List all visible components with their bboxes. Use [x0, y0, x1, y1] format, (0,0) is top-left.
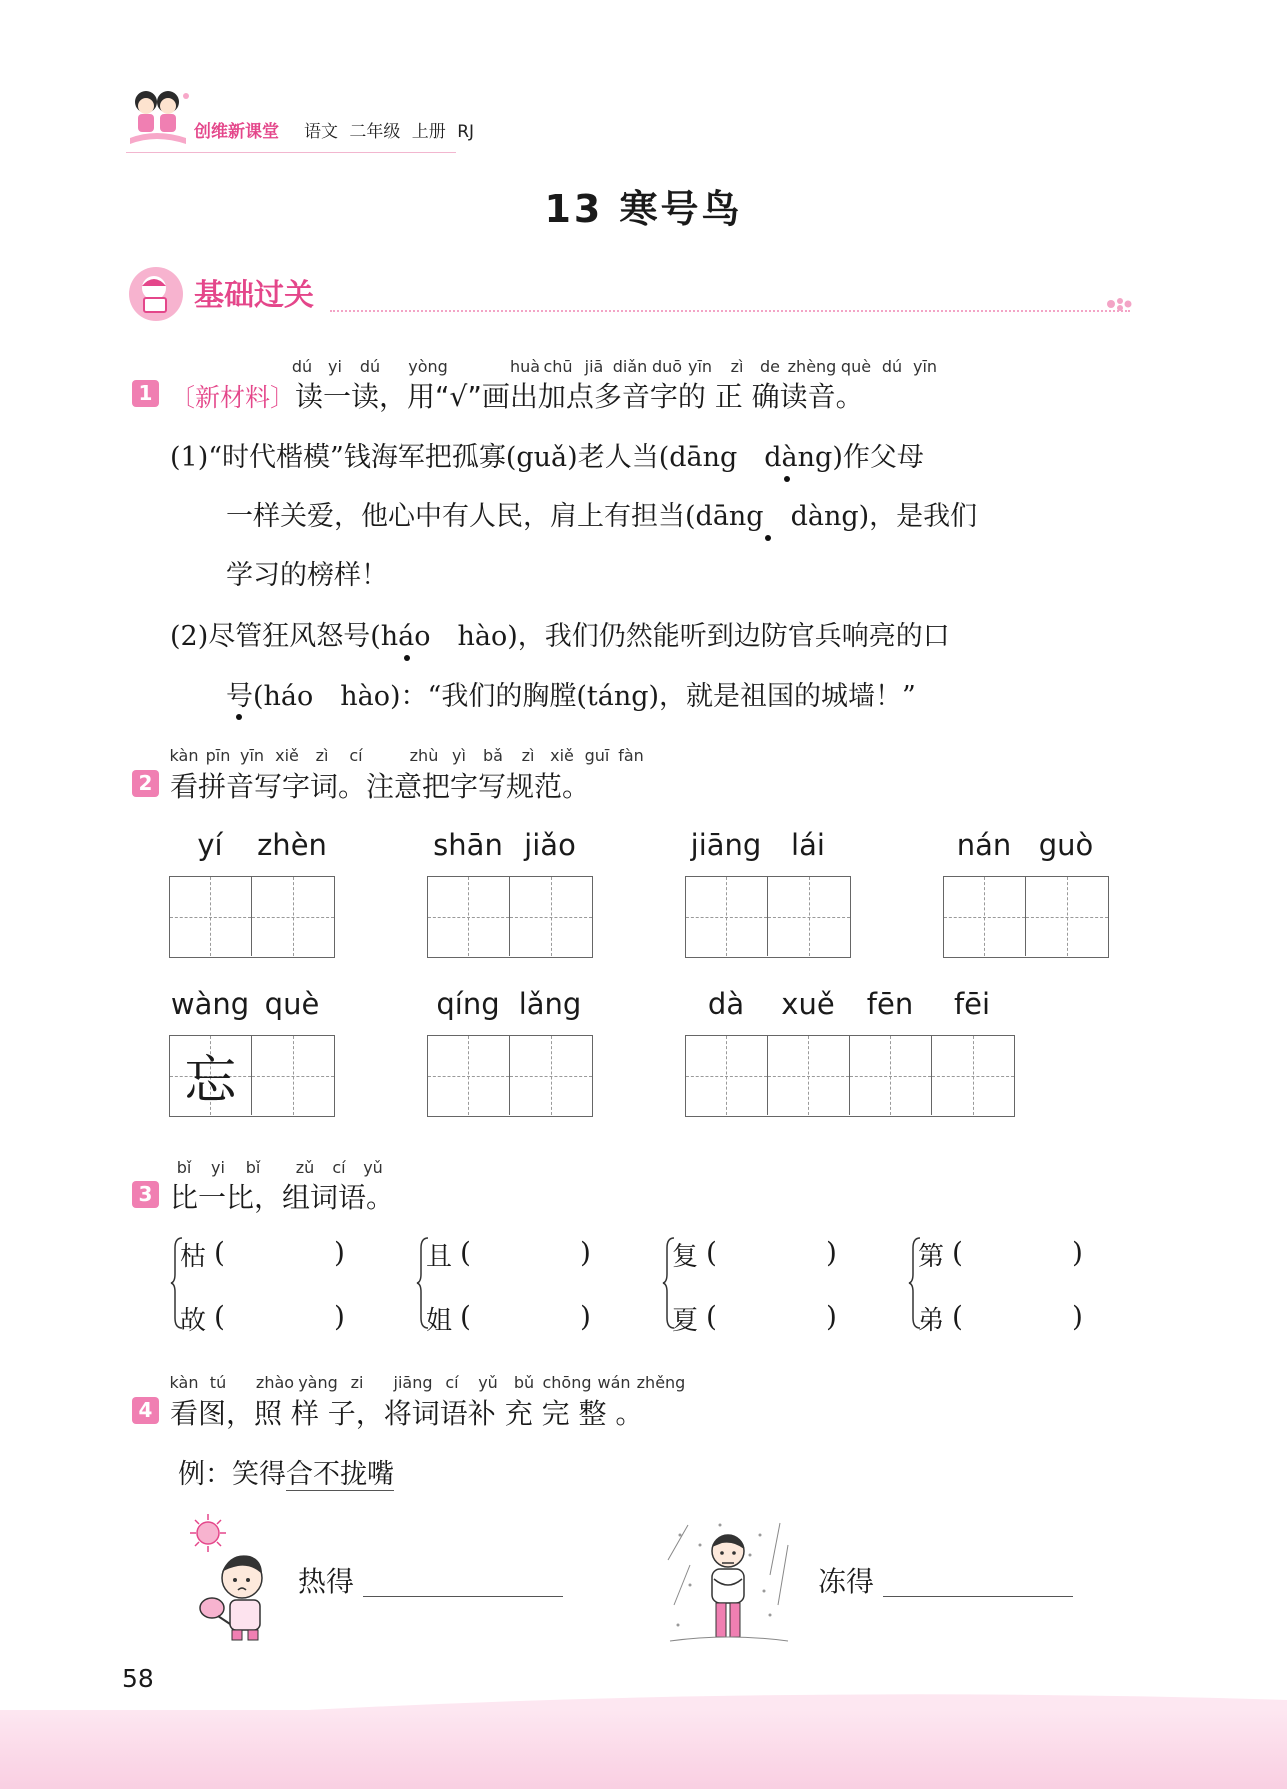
compare-character: 枯	[180, 1242, 207, 1272]
q3-pinyin-syllable: zǔ	[295, 1158, 315, 1177]
q1-tag: 〔新材料〕	[170, 383, 296, 412]
q1-pinyin-syllable: zì	[730, 357, 744, 376]
word-answer-blank[interactable]	[724, 1300, 824, 1334]
q1-pinyin-syllable: yīn	[687, 357, 713, 376]
q1-line-4: (2)尽管狂风怒号(háo hào)，我们仍然能听到边防官兵响亮的口	[170, 621, 950, 652]
q1-pinyin-syllable: yīn	[912, 357, 938, 376]
word-answer-blank[interactable]	[970, 1236, 1070, 1270]
hot-kid-with-fan-icon	[190, 1512, 280, 1642]
writing-cell[interactable]	[850, 1036, 932, 1115]
close-paren: )	[334, 1300, 345, 1333]
writing-cell[interactable]	[686, 877, 768, 956]
q4-pinyin-syllable: yàng	[298, 1373, 338, 1392]
word-pinyin: wàng	[170, 987, 250, 1021]
compare-character: 第	[918, 1242, 945, 1272]
compare-character: 复	[672, 1242, 699, 1272]
mascot-logo-icon	[126, 88, 196, 154]
close-paren: )	[580, 1300, 591, 1333]
word-pinyin: shān	[433, 828, 503, 862]
q1-pinyin-syllable: dú	[291, 357, 313, 376]
q2-instruction: 看拼音写字词。注意把字写规范。	[170, 770, 591, 803]
q3-pinyin-syllable: cí	[332, 1158, 346, 1177]
writing-grid	[427, 876, 593, 958]
emphasis-dot	[765, 535, 771, 541]
writing-cell[interactable]	[428, 1036, 510, 1115]
q2-pinyin-syllable: kàn	[169, 746, 199, 765]
q2-pinyin-syllable: zì	[521, 746, 535, 765]
q1-pinyin-syllable: diǎn	[612, 357, 648, 376]
writing-grid	[169, 876, 335, 958]
q1-pinyin-syllable: duō	[651, 357, 683, 376]
q3-pinyin-syllable: bǐ	[245, 1158, 261, 1177]
word-answer-blank[interactable]	[478, 1300, 578, 1334]
word-pinyin: yí	[197, 828, 223, 862]
q2-pinyin-syllable: pīn	[205, 746, 231, 765]
q2-pinyin-syllable: cí	[349, 746, 363, 765]
compare-character: 姐	[426, 1306, 453, 1336]
q4-pinyin-syllable: chōng	[542, 1373, 592, 1392]
q1-pinyin-syllable: jiā	[584, 357, 604, 376]
q4-pinyin-syllable: zhěng	[636, 1373, 686, 1392]
q4-instruction: 看图，照 样 子，将词语补 充 完 整 。	[170, 1397, 644, 1430]
open-paren: (	[460, 1236, 471, 1269]
writing-cell[interactable]	[768, 1036, 850, 1115]
q1-instruction	[170, 375, 864, 415]
compare-character: 且	[426, 1242, 453, 1272]
q4-pinyin-syllable: jiāng	[393, 1373, 433, 1392]
q3-instruction: 比一比，组词语。	[170, 1181, 395, 1214]
q1-line-1: (1)“时代楷模”钱海军把孤寡(guǎ)老人当(dāng dàng)作父母	[170, 442, 924, 473]
word-pinyin: zhèn	[257, 828, 327, 862]
close-paren: )	[1072, 1236, 1083, 1269]
q1-pinyin-syllable: dú	[359, 357, 381, 376]
q3-pinyin-syllable: yi	[211, 1158, 225, 1177]
section-dotted-rule	[330, 310, 1130, 312]
writing-cell[interactable]	[686, 1036, 768, 1115]
close-paren: )	[826, 1300, 837, 1333]
book-info: 语文 二年级 上册 RJ	[304, 122, 475, 142]
word-pinyin: què	[264, 987, 320, 1021]
word-answer-blank[interactable]	[232, 1236, 332, 1270]
word-pinyin: fēi	[953, 987, 991, 1021]
open-paren: (	[706, 1236, 717, 1269]
q4-pinyin-syllable: bǔ	[513, 1373, 535, 1392]
q4-pinyin-syllable: zi	[350, 1373, 364, 1392]
q4-pinyin-syllable: yǔ	[478, 1373, 498, 1392]
writing-cell[interactable]	[932, 1036, 1014, 1115]
q1-pinyin-syllable: huà	[509, 357, 541, 376]
page-number: 58	[122, 1664, 154, 1693]
q1-number-badge: 1	[132, 380, 159, 407]
q1-pinyin-syllable: yòng	[408, 357, 448, 376]
cold-kid-in-snow-icon	[660, 1515, 795, 1645]
q4-pinyin-syllable: zhào	[255, 1373, 295, 1392]
section-title: 基础过关	[194, 278, 314, 313]
open-paren: (	[706, 1300, 717, 1333]
writing-cell[interactable]	[1026, 877, 1108, 956]
emphasis-dot	[236, 714, 242, 720]
word-pinyin: jiāng	[690, 828, 762, 862]
close-paren: )	[826, 1236, 837, 1269]
emphasis-dot	[784, 476, 790, 482]
writing-cell[interactable]	[170, 877, 252, 956]
q2-pinyin-syllable: zì	[315, 746, 329, 765]
q1-pinyin-syllable: què	[840, 357, 872, 376]
word-pinyin: guò	[1038, 828, 1094, 862]
compare-character: 夏	[672, 1306, 699, 1336]
word-pinyin: qíng	[436, 987, 500, 1021]
writing-grid	[427, 1035, 593, 1117]
writing-cell[interactable]	[428, 877, 510, 956]
word-pinyin: xuě	[781, 987, 835, 1021]
q4-pinyin-syllable: wán	[597, 1373, 631, 1392]
q2-number-badge: 2	[132, 770, 159, 797]
q2-pinyin-syllable: xiě	[275, 746, 299, 765]
q2-pinyin-syllable: zhù	[409, 746, 439, 765]
sample-character: 忘	[184, 1051, 237, 1111]
close-paren: )	[1072, 1300, 1083, 1333]
writing-cell[interactable]	[252, 877, 334, 956]
open-paren: (	[214, 1300, 225, 1333]
q3-pinyin-syllable: bǐ	[176, 1158, 192, 1177]
writing-cell[interactable]	[510, 1036, 592, 1115]
footer-band	[0, 1710, 1287, 1789]
close-paren: )	[334, 1236, 345, 1269]
word-pinyin: lǎng	[518, 987, 582, 1021]
open-paren: (	[952, 1236, 963, 1269]
q2-pinyin-syllable: yīn	[239, 746, 265, 765]
girl-reading-icon	[128, 266, 184, 322]
word-pinyin: lái	[791, 828, 825, 862]
close-paren: )	[580, 1236, 591, 1269]
example-prefix: 例：笑得	[178, 1459, 286, 1490]
q4-example	[178, 1452, 394, 1491]
q1-pinyin-syllable: zhèng	[787, 357, 837, 376]
word-answer-blank[interactable]	[478, 1236, 578, 1270]
word-pinyin: nán	[956, 828, 1012, 862]
header-divider	[126, 152, 456, 153]
writing-grid	[943, 876, 1109, 958]
writing-grid	[169, 1035, 335, 1117]
q2-pinyin-syllable: bǎ	[483, 746, 503, 765]
writing-grid	[685, 876, 851, 958]
q1-pinyin-syllable: chū	[543, 357, 573, 376]
word-pinyin: jiǎo	[524, 828, 576, 862]
q2-pinyin-syllable: xiě	[550, 746, 574, 765]
word-pinyin: fēn	[866, 987, 914, 1021]
writing-cell[interactable]	[944, 877, 1026, 956]
q1-text: 读一读，用“√”画出加点多音字的 正 确读音。	[295, 380, 864, 413]
word-answer-blank[interactable]	[232, 1300, 332, 1334]
lesson-title: 13 寒号鸟	[544, 187, 743, 231]
q1-pinyin-syllable: de	[760, 357, 780, 376]
open-paren: (	[460, 1300, 471, 1333]
q1-line-5: 号(háo hào)：“我们的胸膛(táng)，就是祖国的城墙！”	[226, 681, 916, 712]
q1-line-3: 学习的榜样！	[226, 560, 388, 591]
word-answer-blank[interactable]	[970, 1300, 1070, 1334]
q4-pinyin-syllable: kàn	[169, 1373, 199, 1392]
q4-pinyin-syllable: cí	[445, 1373, 459, 1392]
compare-character: 故	[180, 1306, 207, 1336]
q4-number-badge: 4	[132, 1397, 159, 1424]
q3-pinyin-syllable: yǔ	[363, 1158, 383, 1177]
cold-answer-line[interactable]	[883, 1596, 1073, 1597]
brand-name: 创维新课堂	[194, 122, 279, 142]
emphasis-dot	[404, 655, 410, 661]
q1-line-2: 一样关爱，他心中有人民，肩上有担当(dāng dàng)，是我们	[226, 501, 978, 532]
open-paren: (	[952, 1300, 963, 1333]
compare-character: 弟	[918, 1306, 945, 1336]
q2-pinyin-syllable: guī	[584, 746, 610, 765]
hot-answer-line[interactable]	[363, 1596, 563, 1597]
hot-label: 热得	[298, 1565, 355, 1598]
q3-number-badge: 3	[132, 1181, 159, 1208]
example-answer: 合不拢嘴	[286, 1459, 394, 1490]
q4-pinyin-syllable: tú	[209, 1373, 227, 1392]
cold-label: 冻得	[818, 1565, 875, 1598]
decor-dots-icon	[1106, 297, 1132, 311]
writing-cell[interactable]	[252, 1036, 334, 1115]
word-pinyin: dà	[707, 987, 745, 1021]
q1-pinyin-syllable: dú	[881, 357, 903, 376]
q1-pinyin-syllable: yi	[328, 357, 342, 376]
writing-cell[interactable]	[768, 877, 850, 956]
open-paren: (	[214, 1236, 225, 1269]
writing-grid	[685, 1035, 1015, 1117]
q2-pinyin-syllable: yì	[452, 746, 466, 765]
writing-cell[interactable]	[170, 1036, 252, 1115]
q2-pinyin-syllable: fàn	[618, 746, 644, 765]
word-answer-blank[interactable]	[724, 1236, 824, 1270]
writing-cell[interactable]	[510, 877, 592, 956]
